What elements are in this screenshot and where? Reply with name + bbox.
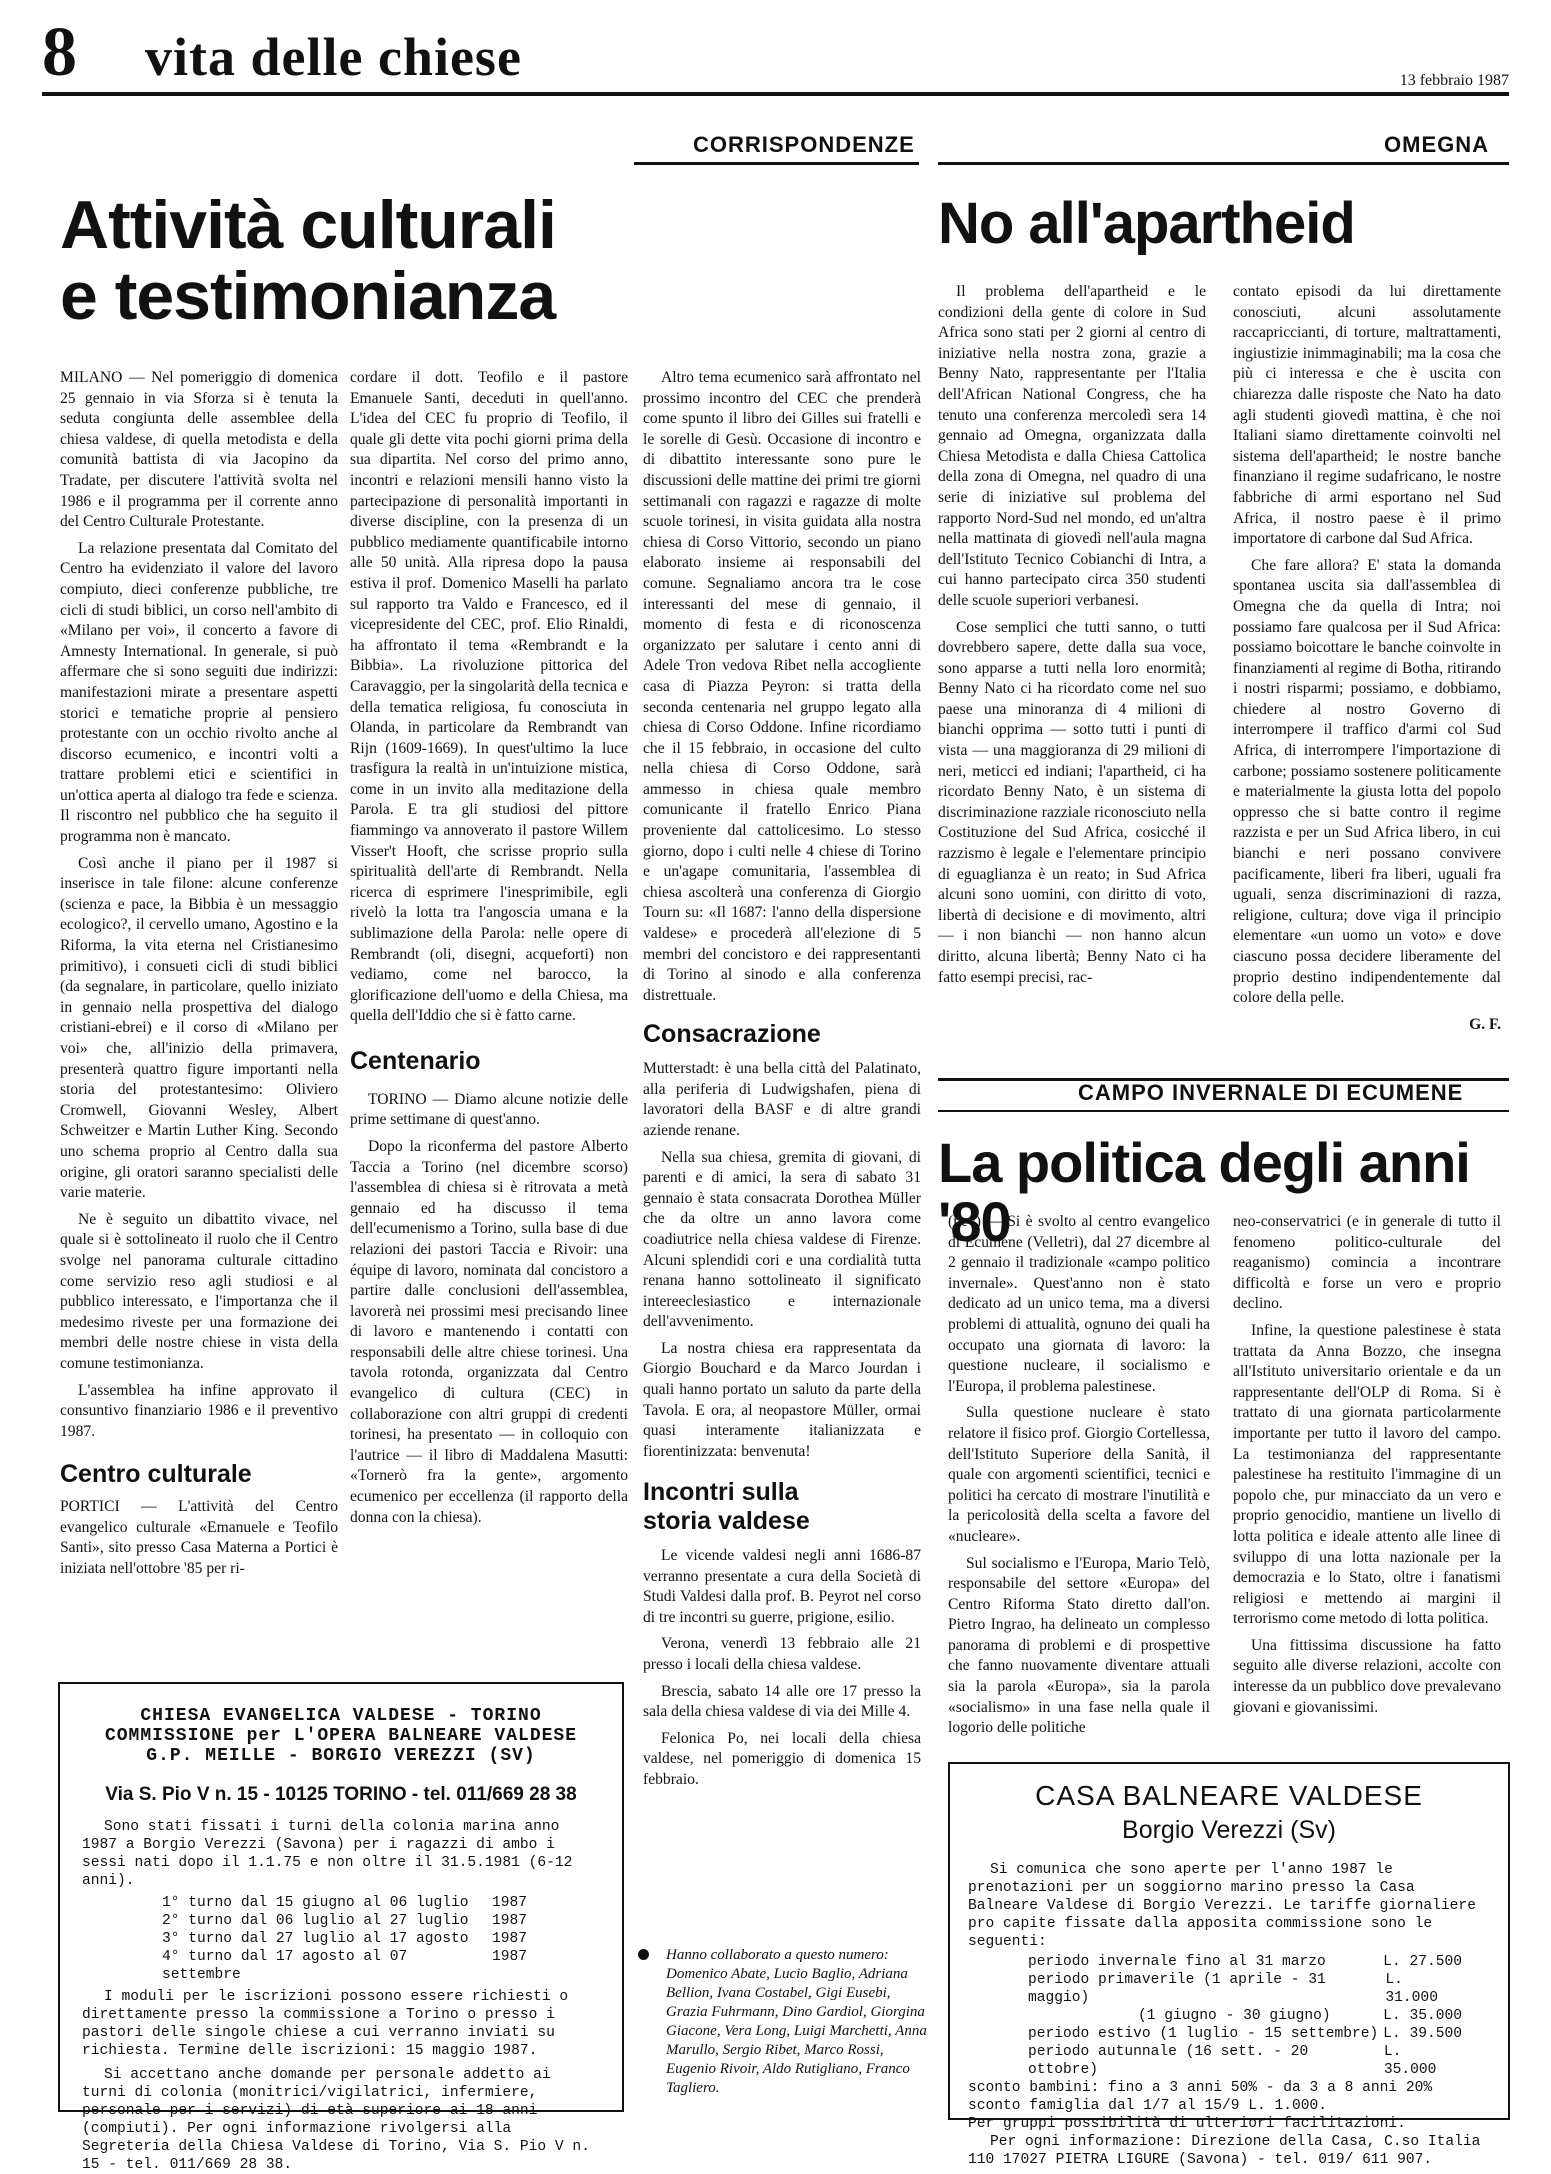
paragraph: neo-conservatrici (e in generale di tutto il fenomeno politico-culturale del reaganismo) comincia a incontrare difficoltà e forse un vero e proprio declino. [1233,1213,1501,1313]
campo-col-2 [1233,1212,1501,1724]
price-value: L. 35.000 [1383,2044,1437,2078]
ad-staff: Si accettano anche domande per personale addetto ai turni di colonia (monitrici/vigilatrici, infermiere, personale per i servizi) di età superiore ai 18 anni (compiuti). Per ogni informazione rivolgersi alla Segreteria della Chiesa Valdese di Torino, Via S. Pio V n. 15 - tel. 011/669 28 38. [82,2067,590,2173]
paragraph: contato episodi da lui direttamente conosciuti, alcuni assolutamente raccapriccianti, di torture, maltrattamenti, ingiustizie inimmaginabili; ma la cosa che più ci interessa e che è uscita con chiarezza dalle risposte che Nato ha dato agli studenti giovedì mattina, è che noi Italiani siamo direttamente coinvolti nel sistema dell'apartheid; le nostre banche finanziano il regime sudafricano, le nostre fabbriche di armi esportano nel Sud Africa, il nostro paese è il primo importatore di carbone dal Sud Africa. [1233,283,1501,548]
campo-rule-bottom [938,1110,1509,1112]
turn-year: 1987 [492,1895,528,1911]
paragraph: cordare il dott. Teofilo e il pastore Emanuele Santi, deceduti in quell'anno. L'idea del CEC fu proprio di Teofilo, il quale gli dette vita pochi giorni prima della sua dipartita. Nel corso del primo anno, incontri e relazioni mensili hanno visto la partecipazione di personalità importanti in diverse discipline, con la presenza di un pubblico mediamente quantificabile intorno alle 50 unità. Alla ripresa dopo la pausa estiva il prof. Domenico Maselli ha parlato sul rapporto tra Valdo e Francesco, ed il vicepresidente del CEC, prof. Elio Rinaldi, ha affrontato il tema «Rembrandt e la Bibbia». La rivoluzione pittorica del Caravaggio, per la singolarità della tecnica e della tematica religiosa, fu conosciuta in Olanda, in particolare da Rembrandt van Rijn (1609-1669). In quest'ultimo la luce trasfigura la realtà in un'intuizione mistica, come in un invito alla meditazione della Parola. E tra gli studiosi del pittore fiammingo va annoverato il pastore Willem Visser't Hooft, che scrisse proprio sulla spiritualità dell'arte di Rembrandt. Nella ricerca di esprimere l'inesprimibile, egli rivelò la lotta tra l'angoscia umana e la sublimazione della Parola: nelle opere di Rembrandt (oli, disegni, acqueforti) non vediamo, come nel barocco, la glorificazione dell'uomo e della Chiesa, ma quella dell'Iddio che si è fatto carne. [350,369,628,1025]
casa-subtitle: Borgio Verezzi (Sv) [1122,1816,1336,1844]
ad-line-1: CHIESA EVANGELICA VALDESE - TORINO [140,1706,542,1726]
casa-contact: Per ogni informazione: Direzione della Casa, C.so Italia 110 17027 PIETRA LIGURE (Savona) - tel. 019/ 611 907. [968,2134,1481,2168]
turn-year: 1987 [492,1949,528,1965]
paragraph: Nella sua chiesa, gremita di giovani, di parenti e di amici, la sera di sabato 31 gennaio è stata consacrata Dorothea Müller che da oltre un anno lavora come coadiutrice nella chiesa valdese di Firenze. Alcuni splendidi cori e una cordialità tutta renana hanno sottolineato il significato intereeclesiastico e internazionale dell'avvenimento. [643,1148,921,1331]
turn-label: 4° turno dal 17 agosto al 07 settembre [162,1949,408,1983]
subhead-consacrazione: Consacrazione [643,1020,821,1049]
ad-line-3: G.P. MEILLE - BORGIO VEREZZI (SV) [146,1746,536,1766]
subhead-incontri-line-1: Incontri sulla [643,1478,799,1507]
casa-discount: sconto bambini: fino a 3 anni 50% - da 3 a 8 anni 20% [968,2080,1433,2096]
turn-year: 1987 [492,1931,528,1947]
price-label: periodo autunnale (16 sett. - 20 ottobre) [1028,2044,1309,2078]
price-row [1028,1953,1462,1971]
price-value: L. 27.500 [1383,1954,1462,1970]
turn-row [162,1930,600,1948]
kicker-rule-right [938,162,1509,165]
apartheid-col-2 [1233,282,1501,1035]
subhead-centro-culturale: Centro culturale [60,1460,252,1489]
subhead-incontri [643,1478,921,1536]
price-label: periodo estivo (1 luglio - 15 settembre) [1028,2026,1379,2042]
paragraph: MILANO — Nel pomeriggio di domenica 25 gennaio in via Sforza si è tenuta la seduta congiunta delle assemblee della chiesa valdese, di quella metodista e della comunità battista di via Jacopino da Tradate, per discutere l'attività svolta nel 1986 e il programma per il corrente anno del Centro Culturale Protestante. [60,369,338,531]
bullet-icon [638,1949,649,1960]
ad-address: Via S. Pio V n. 15 - 10125 TORINO - tel. 011/669 28 38 [105,1784,577,1805]
casa-prices [1028,1953,1462,2079]
price-row [1028,2007,1462,2025]
casa-discount: sconto famiglia dal 1/7 al 15/9 L. 1.000. [968,2098,1328,2114]
price-label: periodo primaverile (1 aprile - 31 maggio) [1028,1972,1326,2006]
paragraph: Una fittissima discussione ha fatto seguito alle diverse relazioni, accolte con interesse da un pubblico dove prevalevano giovani e giovanissimi. [1233,1636,1501,1716]
ad-turns [162,1894,600,1984]
paragraph: Ne è seguito un dibattito vivace, nel quale si è sottolineato il ruolo che il Centro svolge nel panorama culturale cittadino come servizio reso agli studiosi e al pubblico interessato, e l'importanza che il medesimo riveste per una formazione dei membri delle nostre chiese in vista della comune testimonianza. [60,1210,338,1372]
paragraph: TORINO — Diamo alcune notizie delle prime settimane di quest'anno. [350,1090,628,1129]
article-col-3 [643,368,921,1796]
price-label: (1 giugno - 30 giugno) [1138,2008,1331,2024]
paragraph: PORTICI — L'attività del Centro evangelico culturale «Emanuele e Teofilo Santi», sito presso Casa Materna a Portici è iniziata nell'ottobre '85 per ri- [60,1498,338,1577]
paragraph: Cose semplici che tutti sanno, o tutti dovrebbero sapere, dette dalla sua voce, sono apparse a tutti nella loro enormità; Benny Nato ci ha ricordato come nel suo paese una minoranza di 4 milioni di bianchi opprima — sotto tutti i punti di vista — una maggioranza di 29 milioni di neri, meticci ed indiani; l'apartheid, ci ha ricordato Benny Nato, è un sistema di discriminazione razziale riconosciuto nella Costituzione del Sud Africa, cosicché il razzismo è legale e l'elementare principio di eguaglianza è un reato; in Sud Africa alcuni sono uomini, con diritto di voto, libertà di decisione e di movimento, altri — i non bianchi — non hanno alcun diritto, alcuna libertà; Benny Nato ci ha fatto esempi precisi, rac- [938,618,1206,986]
ad-intro: Sono stati fissati i turni della colonia marina anno 1987 a Borgio Verezzi (Savona) per i ragazzi di ambo i sessi nati dopo il 1.1.75 e non oltre il 31.5.1981 (6-12 anni). [82,1819,573,1889]
paragraph: Sulla questione nucleare è stato relatore il fisico prof. Giorgio Cortellessa, dell'Istituto Superiore della Sanità, il quale con argomenti scientifici, tecnici e politici ha cercato di mostrare l'inutilità e la pericolosità della scelta a favore del «nucleare». [948,1404,1210,1545]
headline-line-2: e testimonianza [60,258,556,335]
paragraph: Sul socialismo e l'Europa, Mario Telò, responsabile del settore «Europa» del Centro Riforma Stato diretto dall'on. Pietro Ingrao, ha delineato un complesso panorama di problemi e di prospettive che fanno nuovamente diventare attuali sia la parola «Europa», sia la parola «socialismo» in una fase nella quale il logorio delle politiche [948,1554,1210,1737]
paragraph: Il problema dell'apartheid e le condizioni della gente di colore in Sud Africa sono stati per 2 giorni al centro di iniziative nella nostra zona, grazie a Benny Nato, rappresentante per l'Italia dell'African National Congress, che ha tenuto una conferenza mercoledì sera 14 gennaio ad Omegna, organizzata dalla Chiesa Metodista e dalla Chiesa Cattolica della zona di Omegna, nel quadro di una serie di iniziative sul problema del rapporto Nord-Sud nel mondo, ed un'altra nella mattinata di giovedì nell'aula magna dell'Istituto Tecnico Cobianchi di Intra, a cui hanno partecipato circa 350 studenti delle scuole superiori verbanesi. [938,283,1206,609]
price-row [1028,1971,1462,2007]
price-label: periodo invernale fino al 31 marzo [1028,1954,1326,1970]
paragraph: Così anche il piano per il 1987 si inserisce in tale filone: alcune conferenze (scienza e pace, la Bibbia è un messaggio ecologico?, il cervello umano, Agostino e la Riforma, la vita eterna nel Cristianesimo primitivo), i consueti cicli di studi biblici (da segnalare, in particolare, quello iniziato in gennaio nella prospettiva del dialogo cristiani-ebrei) e il corso di «Milano per voi» che, all'inizio della primavera, presenterà quattro figure importanti nella storia del protestantesimo: Oliviero Cromwell, Giovanni Wesley, Albert Schweitzer e Martin Luther King. Secondo uno schema proprio al Centro dalla sua origine, gli oratori saranno specialisti delle varie materie. [60,854,338,1202]
paragraph: Le vicende valdesi negli anni 1686-87 verranno presentate a cura della Società di Studi Valdesi dalla prof. B. Peyrot nel corso di tre incontri su guerre, prigione, esilio. [643,1546,921,1626]
article-col-2 [350,368,628,1534]
turn-row [162,1948,600,1984]
signature: G. F. [1469,1015,1501,1033]
turn-label: 2° turno dal 06 luglio al 27 luglio [162,1913,469,1929]
turn-label: 3° turno dal 27 luglio al 17 agosto [162,1931,469,1947]
apartheid-col-1 [938,282,1206,994]
article-col-1 [60,368,338,1585]
credits-text: Hanno collaborato a questo numero: Domenico Abate, Lucio Baglio, Adriana Bellion, Ivana Costabel, Gigi Eusebi, Grazia Fuhrmann, Dino Gardiol, Giorgina Giacone, Vera Long, Luigi Marchetti, Anna Marullo, Sergio Ribet, Marco Rossi, Eugenio Rivoir, Aldo Rutigliano, Franco Tagliero. [666,1947,927,2096]
turn-row [162,1912,600,1930]
masthead-rule [42,92,1509,96]
turn-label: 1° turno dal 15 giugno al 06 luglio [162,1895,469,1911]
price-row [1028,2043,1462,2079]
kicker-omegna: OMEGNA [1384,132,1489,157]
paragraph: Infine, la questione palestinese è stata trattata da Anna Bozzo, che insegna all'Istituto universitario orientale e da un rappresentante dell'OLP di Roma. Si è trattato di una giornata particolarmente importante per tutto il lavoro del campo. La testimonianza del rappresentante palestinese ha restituito l'immagine di un popolo che, pur minacciato da un vero e proprio genocidio, mantiene un livello di lotta politica e ideale attento alle linee di sviluppo di una lotta nazionale per la democrazia e lo Stato, oltre i fanatismi religiosi e mettendo ai margini il terrorismo come metodo di lotta politica. [1233,1321,1501,1628]
paragraph: Che fare allora? E' stata la domanda spontanea uscita sia dall'assemblea di Omegna che da quella di Intra; noi possiamo fare qualcosa per il Sud Africa: possiamo boicottare le banche coinvolte in finanziamenti al regime di Botha, ritirando i nostri risparmi; possiamo, e dobbiamo, chiedere al nostro Governo di interrompere il traffico d'armi col Sud Africa, di interrompere l'importazione di carbone; possiamo sostenere politicamente e materialmente la giusta lotta del popolo oppresso che si batte contro il regime razzista e per un Sud Africa libero, in cui bianchi e neri possano convivere pacificamente, liberi fra liberi, uguali fra uguali, senza discriminazioni di razza, religione, cultura; dove viga il principio elementare «un uomo un voto» e dove ciascuno possa decidere liberamente del proprio destino indipendentemente dal colore della pelle. [1233,556,1501,1007]
paragraph: Altro tema ecumenico sarà affrontato nel prossimo incontro del CEC che prenderà come spunto il libro dei Gilles sui fratelli e le sorelle di Gesù. Occasione di incontro e di dibattito interessante sono pure le discussioni delle mattine dei primi tre giorni settimanali con ragazzi e ragazze di molte scuole torinesi, in visita guidata alla nostra chiesa di Corso Vittorio, secondo un piano elaborato insieme ai responsabili del comune. Segnaliamo ancora tra le cose interessanti del mese di gennaio, il momento di festa e di riconoscenza organizzato per salutare i cento anni di Adele Tron vedova Ribet nella accogliente casa di Piazza Peyron: si tratta della seconda centenaria nel gruppo legato alla chiesa di Corso Oddone. Infine ricordiamo che il 15 febbraio, in occasione del culto nella chiesa di Corso Oddone, sarà ammesso in chiesa quale membro comunicante il fratello Enrico Piana proveniente dal cattolicesimo. Lo stesso giorno, dopo i culti nelle 4 chiese di Torino e un'agape comunitaria, l'assemblea di chiesa ascolterà una conferenza di Giorgio Tourn su: «Il 1687: l'anno della dispersione valdese» e procederà all'elezione di 5 membri del concistoro e dei rappresentanti di Torino al sinodo e alla conferenza distrettuale. [643,369,921,1004]
headline-attivita [60,187,556,335]
credits-box [638,1946,928,2098]
paragraph: Brescia, sabato 14 alle ore 17 presso la sala della chiesa valdese di via dei Mille 4. [643,1682,921,1721]
paragraph: La relazione presentata dal Comitato del Centro ha evidenziato il valore del lavoro compiuto, dieci conferenze pubbliche, tre cicli di studi biblici, un corso nell'ambito di «Milano per voi», il concerto a favore di Amnesty International. In generale, si può affermare che si sono seguiti due indirizzi: manifestazioni mirate a presentare aspetti storici e tematiche proprie al pensiero protestante con un occhio rivolto anche al discorso ecumenico, e incontri volti a trattare problemi etici e scientifici in un'ottica aperta al dialogo tra fede e scienza. Il riscontro nel pubblico che ha seguito il programma non è mancato. [60,539,338,846]
ad-opera-balneare [58,1682,624,2173]
ad-casa-balneare [948,1762,1510,2168]
paragraph: Felonica Po, nei locali della chiesa valdese, nel pomeriggio di domenica 15 febbraio. [643,1729,921,1788]
paragraph: La nostra chiesa era rappresentata da Giorgio Bouchard e da Marco Jourdan i quali hanno portato un saluto da parte della Tavola. E ora, al neopastore Müller, ormai quasi interamente italianizzata e fiorentinizzata: benvenuta! [643,1339,921,1460]
turn-year: 1987 [492,1913,528,1929]
subhead-incontri-line-2: storia valdese [643,1507,810,1536]
page-number: 8 [42,14,77,91]
campo-col-1 [948,1212,1210,1745]
paragraph: Verona, venerdì 13 febbraio alle 21 presso i locali della chiesa valdese. [643,1635,921,1673]
price-value: L. 39.500 [1383,2026,1462,2042]
ad-line-2: COMMISSIONE per L'OPERA BALNEARE VALDESE [104,1726,578,1746]
paragraph: Dopo la riconferma del pastore Alberto Taccia a Torino (nel dicembre scorso) l'assemblea di chiesa si è ritrovata a metà gennaio ed ha discusso il tema dell'ecumenismo a Torino, sulla base di due relazioni dei pastori Taccia e Rivoir: una équipe di lavoro, nominata dal concistoro a partire dalle conclusioni dell'assemblea, lavorerà nei prossimi mesi precisando linee di lavoro e mantenendo i contatti con responsabili delle altre chiese torinesi. Una tavola rotonda, organizzata dal Centro evangelico di cultura (CEC) in collaborazione con altri gruppi di credenti torinesi, ha presentato — in colloquio con l'autrice — il libro di Maddalena Masutti: «Tornerò fra la gente», argomento ecumenico per eccellenza (il rapporto della donna con la chiesa). [350,1137,628,1526]
price-value: L. 35.000 [1383,2008,1462,2024]
headline-apartheid: No all'apartheid [938,191,1355,256]
kicker-rule-left [634,162,919,165]
issue-date: 13 febbraio 1987 [1399,72,1509,89]
headline-line-1: Attività culturali [60,187,556,263]
casa-title: CASA BALNEARE VALDESE [1035,1780,1423,1811]
turn-row [162,1894,600,1912]
section-title: vita delle chiese [145,27,522,87]
casa-intro: Si comunica che sono aperte per l'anno 1987 le prenotazioni per un soggiorno marino presso la Casa Balneare Valdese di Borgio Verezzi. Le tariffe giornaliere pro capite fissate dalla apposita commissione sono le seguenti: [968,1862,1476,1950]
ad-modules: I moduli per le iscrizioni possono essere richiesti o direttamente presso la commissione a Torino o presso i pastori delle singole chiese a cui verranno inviati su richiesta. Termine delle iscrizioni: 15 maggio 1987. [82,1989,569,2059]
price-row [1028,2025,1462,2043]
paragraph: L'assemblea ha infine approvato il consuntivo finanziario 1986 e il preventivo 1987. [60,1381,338,1440]
headline-politica: La politica degli anni '80 [938,1131,1470,1253]
kicker-corrispondenze: CORRISPONDENZE [693,132,915,157]
paragraph: Mutterstadt: è una bella città del Palatinato, alla periferia di Ludwigshafen, piena di lavoratori della BASF e di altre grandi aziende renane. [643,1060,921,1139]
paragraph: (nev) — Si è svolto al centro evangelico di Ecumene (Velletri), dal 27 dicembre al 2 gennaio il tradizionale «campo politico invernale». Quest'anno non è stato dedicato ad un unico tema, ma a diversi problemi di attualità, ognuno dei quali ha occupato una giornata di lavoro: la questione nucleare, il socialismo e l'Europa, il problema palestinese. [948,1213,1210,1395]
subhead-centenario: Centenario [350,1047,481,1075]
casa-discount: Per gruppi possibilità di ulteriori facilitazioni. [968,2116,1406,2132]
price-value: L. 31.000 [1385,1972,1438,2006]
kicker-campo-invernale: CAMPO INVERNALE DI ECUMENE [1078,1080,1464,1105]
